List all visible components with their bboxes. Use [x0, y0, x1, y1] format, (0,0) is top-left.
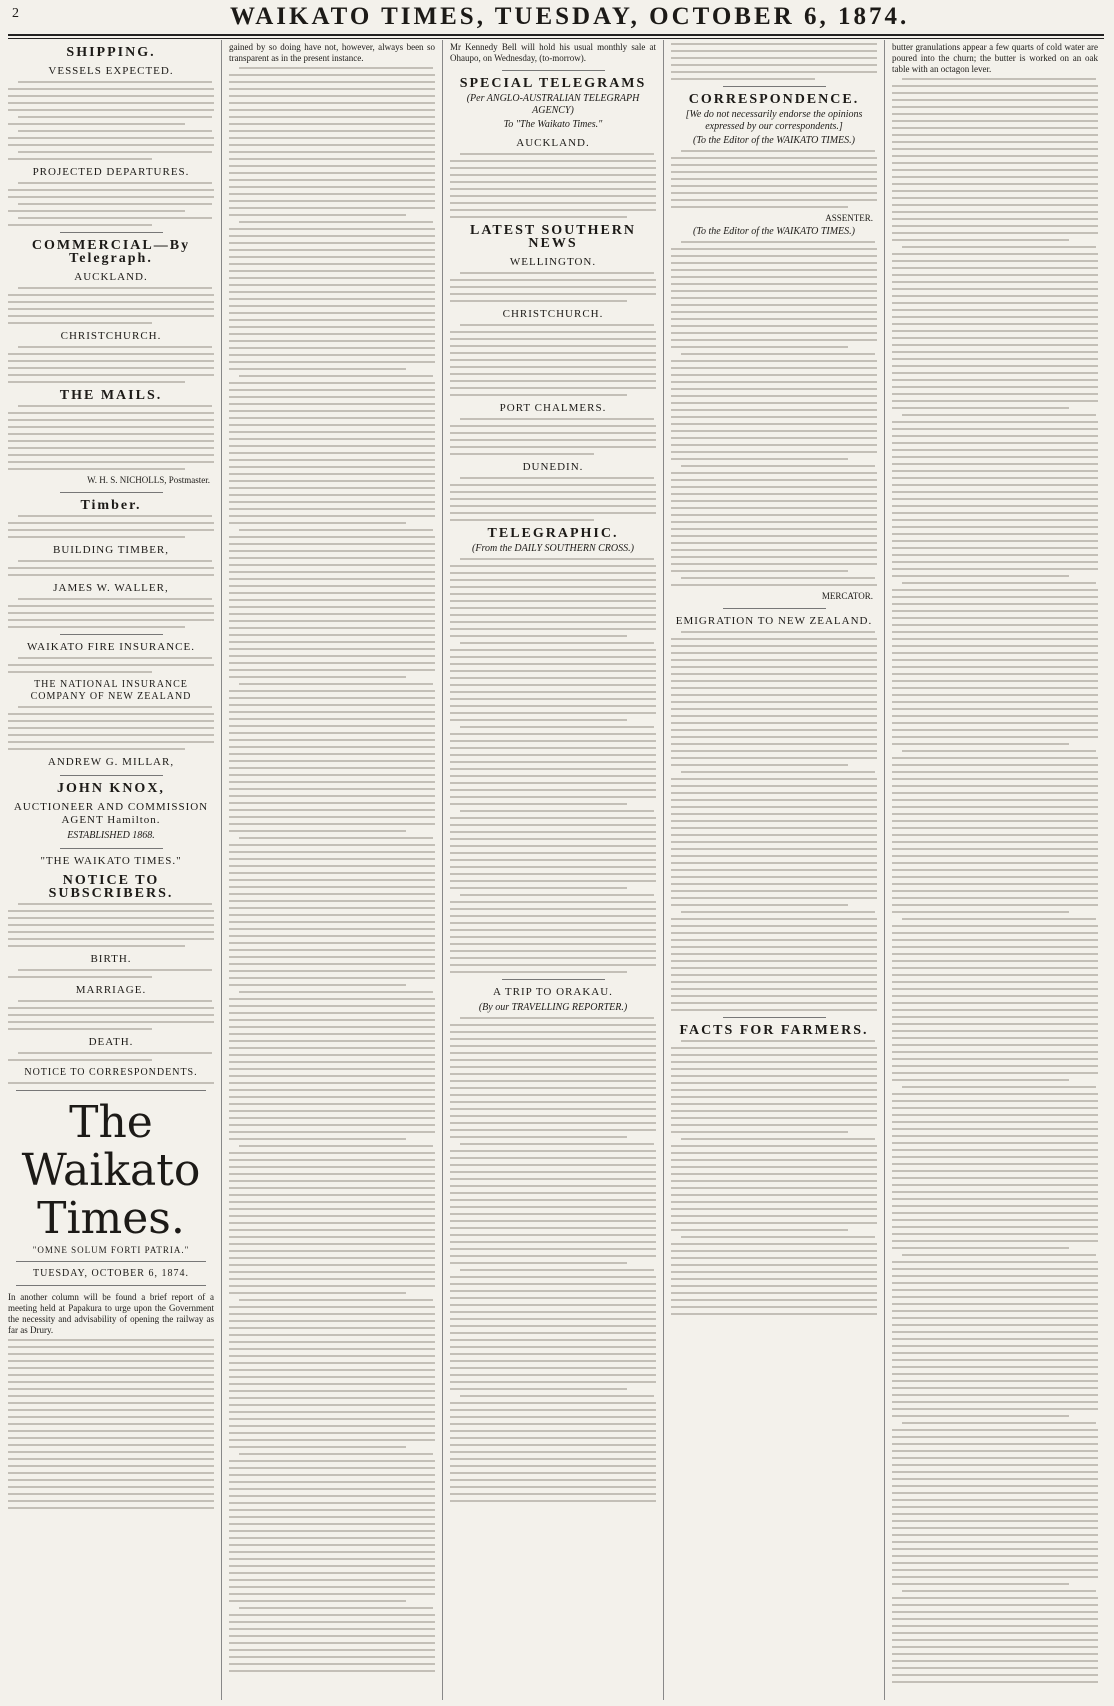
vessels-expected-heading: VESSELS EXPECTED. — [48, 65, 174, 77]
text-block — [8, 1082, 214, 1084]
text-block — [671, 150, 877, 208]
national-insurance-heading: THE NATIONAL INSURANCE COMPANY OF NEW ZEALAND — [30, 679, 192, 702]
text-block — [8, 1339, 214, 1509]
column-divider — [884, 40, 885, 1700]
motto: "OMNE SOLUM FORTI PATRIA." — [32, 1245, 190, 1255]
text-block — [8, 1052, 214, 1061]
marriage-heading: MARRIAGE. — [75, 984, 147, 996]
birth-heading: BIRTH. — [90, 953, 132, 965]
port-chalmers-heading: PORT CHALMERS. — [499, 402, 607, 414]
column-2-opening: gained by so doing have not, however, always been so transparent as in the present instance. — [229, 42, 435, 63]
projected-departures-heading: PROJECTED DEPARTURES. — [32, 166, 190, 178]
column-divider — [663, 40, 664, 1700]
fire-insurance-heading: WAIKATO FIRE INSURANCE. — [27, 641, 195, 653]
shipping-heading: SHIPPING. — [66, 45, 156, 60]
column-5-opening: butter granulations appear a few quarts of cold water are poured into the churn; the butter is worked on an oak table with an octagon lever. — [892, 42, 1098, 74]
text-block — [8, 346, 214, 383]
paper-title-block — [8, 1099, 214, 1243]
text-block — [450, 324, 656, 396]
text-block — [8, 560, 214, 576]
knox-heading: JOHN KNOX, — [57, 781, 165, 796]
text-block — [8, 81, 214, 160]
assenter-signature: ASSENTER. — [825, 213, 873, 223]
text-block — [8, 598, 214, 628]
columns — [8, 40, 1104, 1700]
notice-subscribers-heading: NOTICE TO SUBSCRIBERS. — [48, 873, 174, 901]
divider — [60, 492, 163, 493]
text-block — [671, 241, 877, 586]
timber-heading: Timber. — [80, 498, 142, 513]
masthead — [0, 0, 1114, 34]
text-block — [450, 477, 656, 521]
death-heading: DEATH. — [88, 1036, 134, 1048]
editorial-opening: In another column will be found a brief report of a meeting held at Papakura to urge upon the Government the necessity and advisability of opening the railway as far as Drury. — [8, 1292, 214, 1335]
established-line: ESTABLISHED 1868. — [67, 830, 155, 841]
column-4 — [671, 40, 877, 1700]
mercator-signature: MERCATOR. — [821, 591, 873, 601]
text-block — [229, 67, 435, 1672]
trip-heading: A TRIP TO ORAKAU. — [493, 986, 613, 998]
divider — [723, 608, 826, 609]
divider — [60, 848, 163, 849]
text-block — [671, 631, 877, 1011]
text-block — [8, 182, 214, 226]
telegraphic-heading: TELEGRAPHIC. — [487, 526, 619, 541]
auckland-heading: AUCKLAND. — [74, 271, 148, 283]
divider — [16, 1261, 206, 1262]
press-agency-line: (Per ANGLO-AUSTRALIAN TELEGRAPH AGENCY) — [466, 93, 640, 116]
millar-heading: ANDREW G. MILLAR, — [47, 756, 175, 768]
text-block — [8, 1000, 214, 1030]
divider — [60, 634, 163, 635]
trip-byline: (By our TRAVELLING REPORTER.) — [478, 1002, 628, 1013]
special-telegrams-heading: SPECIAL TELEGRAMS — [459, 76, 647, 91]
dunedin-heading: DUNEDIN. — [522, 461, 584, 473]
masthead-title: WAIKATO TIMES, TUESDAY, OCTOBER 6, 1874. — [230, 3, 910, 30]
text-block — [8, 287, 214, 324]
text-block — [450, 1017, 656, 1502]
divider — [16, 1090, 206, 1091]
divider — [60, 232, 163, 233]
column-divider — [442, 40, 443, 1700]
daily-southern-cross-line: (From the DAILY SOUTHERN CROSS.) — [472, 543, 634, 554]
text-block — [450, 558, 656, 973]
text-block — [671, 1040, 877, 1315]
emigration-heading: EMIGRATION TO NEW ZEALAND. — [675, 615, 873, 627]
text-block — [8, 969, 214, 978]
dateline: TUESDAY, OCTOBER 6, 1874. — [33, 1268, 189, 1279]
text-block — [450, 418, 656, 455]
column-divider — [221, 40, 222, 1700]
wellington-heading: WELLINGTON. — [509, 256, 597, 268]
divider — [16, 1285, 206, 1286]
divider — [723, 86, 826, 87]
mails-signature: W. H. S. NICHOLLS, Postmaster. — [87, 475, 210, 485]
christchurch-heading: CHRISTCHURCH. — [60, 330, 162, 342]
to-times-line: To "The Waikato Times." — [503, 119, 603, 130]
masthead-rule — [8, 34, 1104, 39]
commercial-heading: COMMERCIAL—By Telegraph. — [31, 238, 191, 266]
correspondence-heading: CORRESPONDENCE. — [688, 92, 860, 107]
walker-heading: JAMES W. WALLER, — [53, 582, 169, 594]
column-5 — [892, 40, 1098, 1700]
text-block — [671, 43, 877, 80]
text-block — [450, 272, 656, 302]
building-timber-heading: BUILDING TIMBER, — [52, 544, 169, 556]
text-block — [8, 903, 214, 947]
christchurch-heading: CHRISTCHURCH. — [502, 308, 604, 320]
column-3-opening: Mr Kennedy Bell will hold his usual monthly sale at Ohaupo, on Wednesday, (to-morrow). — [450, 42, 656, 63]
to-editor-line: (To the Editor of the WAIKATO TIMES.) — [693, 135, 855, 146]
column-3 — [450, 40, 656, 1700]
text-block — [8, 657, 214, 673]
waikato-times-heading: "THE WAIKATO TIMES." — [40, 855, 182, 867]
to-editor-line: (To the Editor of the WAIKATO TIMES.) — [693, 226, 855, 237]
paper-title: The Waikato Times. — [21, 1097, 201, 1244]
text-block — [8, 405, 214, 470]
text-block — [892, 78, 1098, 1683]
knox-trade: AUCTIONEER AND COMMISSION AGENT Hamilton. — [13, 801, 209, 826]
auckland-heading: AUCKLAND. — [516, 137, 590, 149]
column-2 — [229, 40, 435, 1700]
divider — [60, 775, 163, 776]
mails-heading: THE MAILS. — [59, 388, 163, 403]
notice-correspondents-heading: NOTICE TO CORRESPONDENTS. — [24, 1067, 198, 1078]
text-block — [8, 515, 214, 538]
text-block — [450, 153, 656, 218]
divider — [502, 979, 605, 980]
divider — [502, 70, 605, 71]
text-block — [8, 706, 214, 750]
page-number: 2 — [12, 6, 19, 21]
column-1 — [8, 40, 214, 1700]
correspondence-disclaimer: [We do not necessarily endorse the opinions expressed by our correspondents.] — [685, 109, 863, 132]
latest-news-heading: LATEST SOUTHERN NEWS — [469, 223, 637, 251]
facts-farmers-heading: FACTS FOR FARMERS. — [679, 1023, 869, 1038]
divider — [723, 1017, 826, 1018]
